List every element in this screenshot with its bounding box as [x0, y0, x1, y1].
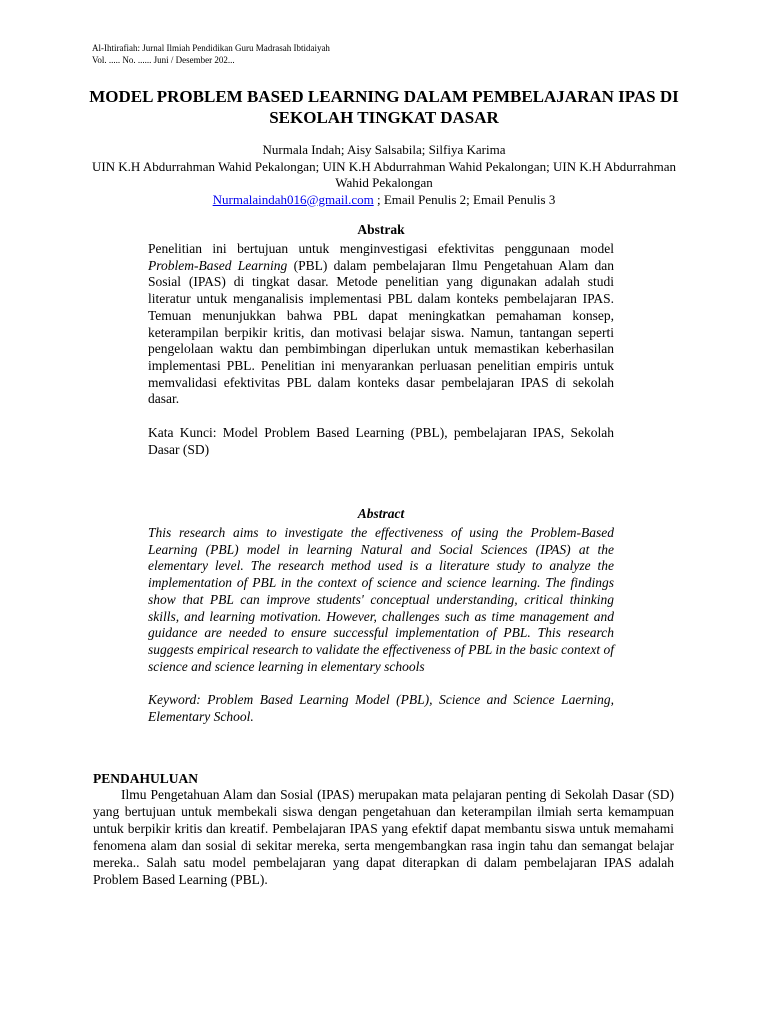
abstract-text: This research aims to investigate the effectiveness of using the Problem-Based Learning (PBL) model in learning Natural and Social Sciences (IPAS) at the elementary level. The research method used is a literature study to analyze the implementation of PBL in the context of science and science learning. The findings show that PBL can improve students' conceptual understanding, critical thinking skills, and learning motivation. However, challenges such as time management and guidance are needed to ensure successful implementation of PBL. This research suggests empirical research to validate the effectiveness of PBL in the basic context of science and science learning in elementary schools [148, 525, 614, 674]
abstrak-section [148, 221, 614, 458]
section-heading-pendahuluan: PENDAHULUAN [93, 771, 199, 786]
journal-volume: Vol. ..... No. ...... Juni / Desember 202... [92, 55, 235, 65]
abstrak-text-start: Penelitian ini bertujuan untuk menginvestigasi efektivitas penggunaan model [148, 241, 614, 256]
abstrak-text [148, 241, 614, 408]
author-emails [90, 192, 678, 209]
email-link[interactable]: Nurmalaindah016@gmail.com [212, 191, 374, 207]
email-others: ; Email Penulis 2; Email Penulis 3 [373, 191, 556, 207]
journal-header [92, 42, 492, 66]
author-names: Nurmala Indah; Aisy Salsabila; Silfiya Karima [262, 142, 506, 157]
author-block [90, 142, 678, 208]
abstrak-text-italic: Problem-Based Learning [148, 257, 288, 273]
author-affiliations: UIN K.H Abdurrahman Wahid Pekalongan; UIN K.H Abdurrahman Wahid Pekalongan; UIN K.H Abdurrahman Wahid Pekalongan [91, 158, 677, 190]
abstract-section [148, 505, 614, 726]
paper-title: MODEL PROBLEM BASED LEARNING DALAM PEMBELAJARAN IPAS DI SEKOLAH TINGKAT DASAR [89, 87, 679, 127]
abstrak-text-end: (PBL) dalam pembelajaran Ilmu Pengetahuan Alam dan Sosial (IPAS) di tingkat dasar. Metode penelitian yang digunakan adalah studi literatur untuk menganalisis implementasi PBL dalam konteks pembelajaran IPAS. Temuan menunjukkan bahwa PBL dapat meningkatkan pemahaman konsep, keterampilan berpikir kritis, dan motivasi belajar siswa. Namun, tantangan seperti pengelolaan waktu dan pembimbingan diperlukan untuk memastikan keberhasilan implementasi PBL. Penelitian ini menyarankan perluasan penelitian empiris untuk memvalidasi efektivitas PBL dalam konteks dasar pembelajaran IPAS di sekolah dasar. [148, 257, 615, 407]
pendahuluan-paragraph: Ilmu Pengetahuan Alam dan Sosial (IPAS) merupakan mata pelajaran penting di Sekolah Dasar (SD) yang bertujuan untuk membekali siswa dengan pengetahuan dan keterampilan ilmiah serta kemampuan untuk berpikir kritis dan kreatif. Pembelajaran IPAS yang efektif dapat membantu siswa untuk memahami fenomena alam dan sosial di sekitar mereka, serta mengembangkan rasa ingin tahu dan semangat belajar mereka.. Salah satu model pembelajaran yang dapat diterapkan di dalam pembelajaran IPAS adalah Problem Based Learning (PBL). [93, 787, 674, 887]
abstrak-heading: Abstrak [357, 222, 405, 237]
abstract-heading: Abstract [357, 506, 405, 521]
abstrak-keywords: Kata Kunci: Model Problem Based Learning (PBL), pembelajaran IPAS, Sekolah Dasar (SD) [148, 425, 614, 457]
journal-name: Al-Ihtirafiah: Jurnal Ilmiah Pendidikan Guru Madrasah Ibtidaiyah [92, 43, 330, 53]
abstract-keywords: Keyword: Problem Based Learning Model (PBL), Science and Science Laerning, Elementary School. [148, 692, 614, 725]
